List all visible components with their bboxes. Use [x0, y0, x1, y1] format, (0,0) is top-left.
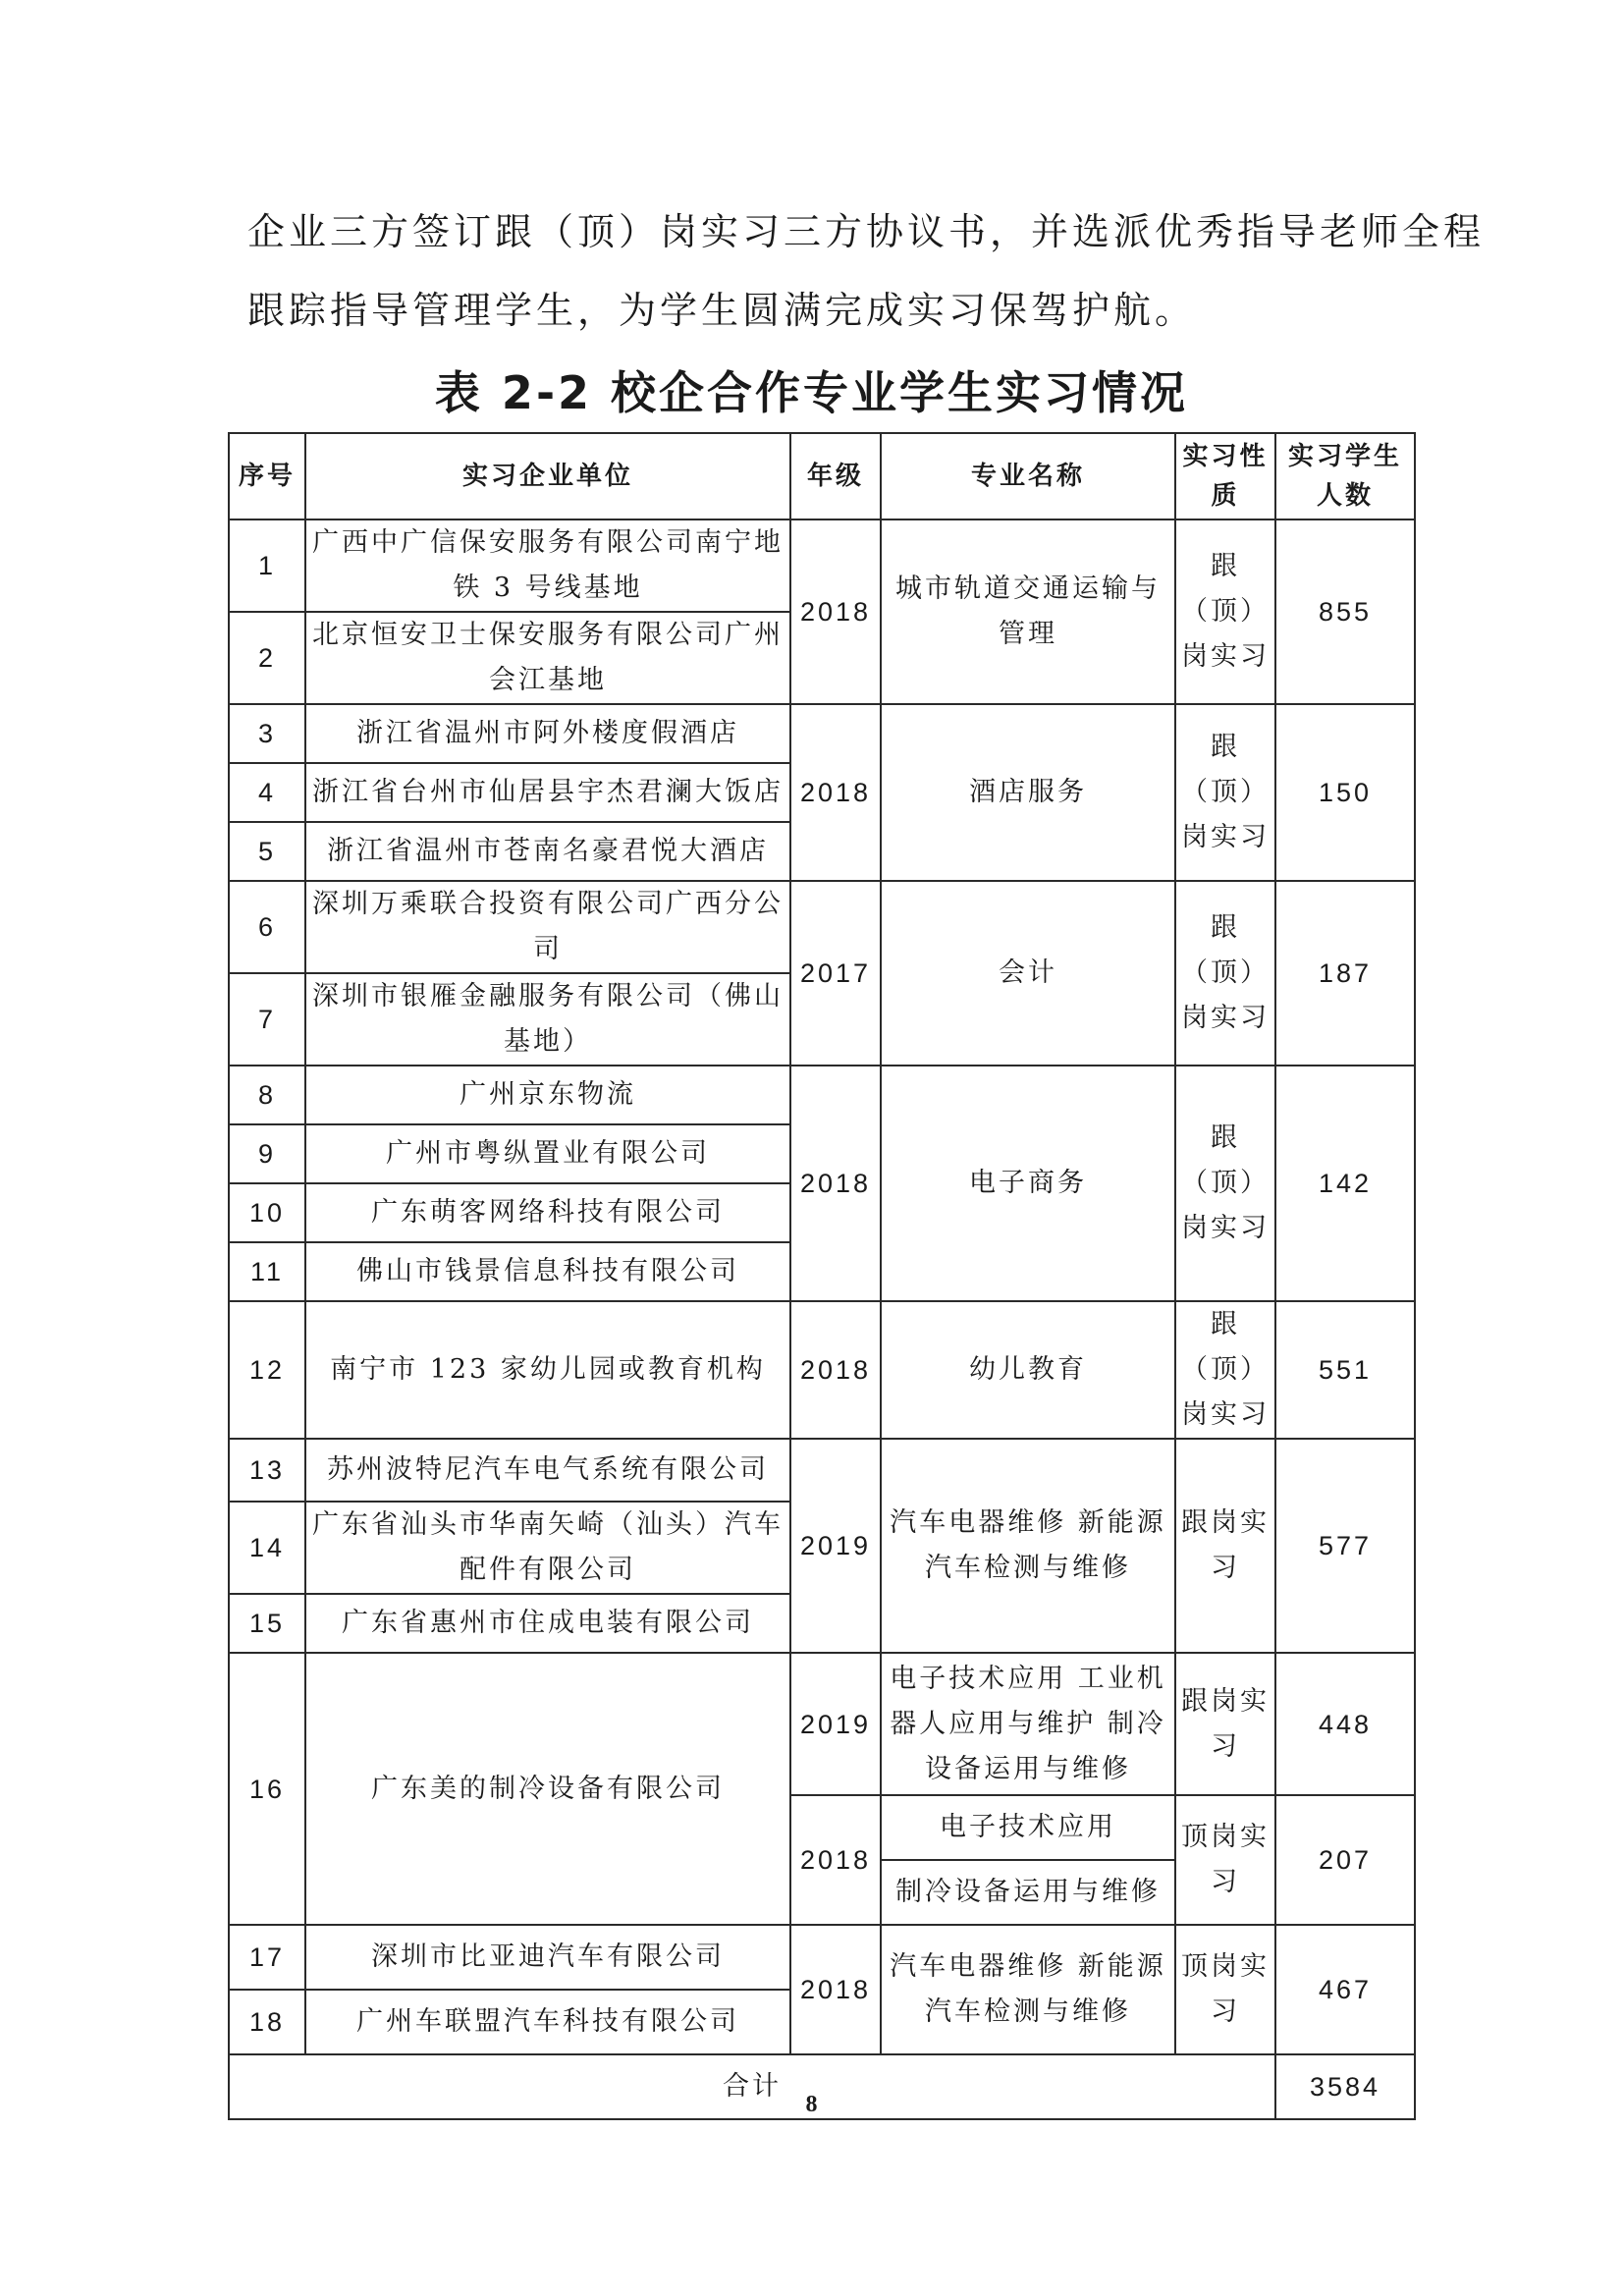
cell-major: 幼儿教育 — [881, 1301, 1175, 1439]
header-nature: 实习性质 — [1175, 433, 1275, 519]
cell-grade: 2017 — [790, 881, 881, 1066]
table-row — [229, 1301, 1415, 1439]
cell-seq: 2 — [229, 612, 305, 704]
cell-count: 150 — [1275, 704, 1415, 881]
cell-major: 汽车电器维修 新能源汽车检测与维修 — [881, 1439, 1175, 1653]
header-seq: 序号 — [229, 433, 305, 519]
cell-nature: 跟（顶）岗实习 — [1175, 704, 1275, 881]
cell-company: 深圳市银雁金融服务有限公司（佛山基地） — [305, 973, 790, 1066]
cell-seq: 6 — [229, 881, 305, 973]
cell-company: 广州京东物流 — [305, 1066, 790, 1124]
table-row — [229, 881, 1415, 973]
total-label: 合计 — [229, 2054, 1275, 2119]
cell-count: 142 — [1275, 1066, 1415, 1301]
paragraph-line-2: 跟踪指导管理学生，为学生圆满完成实习保驾护航。 — [247, 289, 1197, 332]
cell-nature: 跟（顶）岗实习 — [1175, 1301, 1275, 1439]
cell-nature: 跟岗实习 — [1175, 1653, 1275, 1795]
cell-grade: 2018 — [790, 1925, 881, 2054]
cell-major: 电子商务 — [881, 1066, 1175, 1301]
cell-major: 汽车电器维修 新能源汽车检测与维修 — [881, 1925, 1175, 2054]
cell-count: 467 — [1275, 1925, 1415, 2054]
table-row — [229, 1653, 1415, 1795]
header-grade: 年级 — [790, 433, 881, 519]
header-company: 实习企业单位 — [305, 433, 790, 519]
total-count: 3584 — [1275, 2054, 1415, 2119]
cell-seq: 5 — [229, 822, 305, 881]
table-row — [229, 1439, 1415, 1502]
cell-seq: 13 — [229, 1439, 305, 1502]
cell-company: 苏州波特尼汽车电气系统有限公司 — [305, 1439, 790, 1502]
cell-grade: 2018 — [790, 704, 881, 881]
cell-seq: 9 — [229, 1124, 305, 1183]
table-row — [229, 704, 1415, 763]
cell-company: 广州车联盟汽车科技有限公司 — [305, 1990, 790, 2054]
cell-grade: 2018 — [790, 1066, 881, 1301]
cell-nature: 顶岗实习 — [1175, 1925, 1275, 2054]
cell-major: 制冷设备运用与维修 — [881, 1860, 1175, 1925]
paragraph-line-1: 企业三方签订跟（顶）岗实习三方协议书，并选派优秀指导老师全程 — [247, 210, 1486, 253]
cell-company: 广西中广信保安服务有限公司南宁地铁 3 号线基地 — [305, 519, 790, 612]
internship-table — [228, 432, 1416, 2120]
cell-nature: 跟岗实习 — [1175, 1439, 1275, 1653]
cell-grade: 2018 — [790, 1301, 881, 1439]
cell-company: 浙江省台州市仙居县宇杰君澜大饭店 — [305, 763, 790, 822]
cell-major: 酒店服务 — [881, 704, 1175, 881]
cell-seq: 8 — [229, 1066, 305, 1124]
cell-seq: 7 — [229, 973, 305, 1066]
cell-company: 广州市粤纵置业有限公司 — [305, 1124, 790, 1183]
cell-grade: 2019 — [790, 1653, 881, 1795]
cell-seq: 17 — [229, 1925, 305, 1990]
cell-major: 电子技术应用 工业机器人应用与维护 制冷设备运用与维修 — [881, 1653, 1175, 1795]
cell-company: 广东省汕头市华南矢崎（汕头）汽车配件有限公司 — [305, 1502, 790, 1594]
cell-grade: 2018 — [790, 1795, 881, 1925]
cell-seq: 12 — [229, 1301, 305, 1439]
cell-company: 佛山市钱景信息科技有限公司 — [305, 1242, 790, 1301]
table-row — [229, 1925, 1415, 1990]
table-row — [229, 519, 1415, 612]
cell-company: 广东萌客网络科技有限公司 — [305, 1183, 790, 1242]
cell-company: 深圳市比亚迪汽车有限公司 — [305, 1925, 790, 1990]
cell-seq: 11 — [229, 1242, 305, 1301]
cell-seq: 4 — [229, 763, 305, 822]
cell-nature: 顶岗实习 — [1175, 1795, 1275, 1925]
page-number: 8 — [805, 2092, 818, 2117]
table-header-row — [229, 433, 1415, 519]
cell-major: 城市轨道交通运输与管理 — [881, 519, 1175, 704]
cell-count: 577 — [1275, 1439, 1415, 1653]
cell-nature: 跟（顶）岗实习 — [1175, 519, 1275, 704]
table-title: 表 2-2 校企合作专业学生实习情况 — [434, 366, 1189, 419]
cell-seq: 16 — [229, 1653, 305, 1925]
cell-count: 187 — [1275, 881, 1415, 1066]
header-count: 实习学生人数 — [1275, 433, 1415, 519]
cell-count: 207 — [1275, 1795, 1415, 1925]
cell-company: 南宁市 123 家幼儿园或教育机构 — [305, 1301, 790, 1439]
cell-seq: 15 — [229, 1594, 305, 1653]
cell-grade: 2018 — [790, 519, 881, 704]
cell-nature: 跟（顶）岗实习 — [1175, 1066, 1275, 1301]
cell-company: 广东省惠州市住成电装有限公司 — [305, 1594, 790, 1653]
cell-company: 浙江省温州市苍南名豪君悦大酒店 — [305, 822, 790, 881]
cell-major: 电子技术应用 — [881, 1795, 1175, 1860]
cell-major: 会计 — [881, 881, 1175, 1066]
cell-grade: 2019 — [790, 1439, 881, 1653]
cell-company: 浙江省温州市阿外楼度假酒店 — [305, 704, 790, 763]
cell-company: 广东美的制冷设备有限公司 — [305, 1653, 790, 1925]
cell-nature: 跟（顶）岗实习 — [1175, 881, 1275, 1066]
cell-seq: 10 — [229, 1183, 305, 1242]
cell-seq: 1 — [229, 519, 305, 612]
cell-count: 448 — [1275, 1653, 1415, 1795]
header-major: 专业名称 — [881, 433, 1175, 519]
cell-count: 855 — [1275, 519, 1415, 704]
cell-company: 北京恒安卫士保安服务有限公司广州会江基地 — [305, 612, 790, 704]
cell-seq: 3 — [229, 704, 305, 763]
table-row — [229, 1066, 1415, 1124]
cell-company: 深圳万乘联合投资有限公司广西分公司 — [305, 881, 790, 973]
cell-seq: 18 — [229, 1990, 305, 2054]
cell-seq: 14 — [229, 1502, 305, 1594]
cell-count: 551 — [1275, 1301, 1415, 1439]
